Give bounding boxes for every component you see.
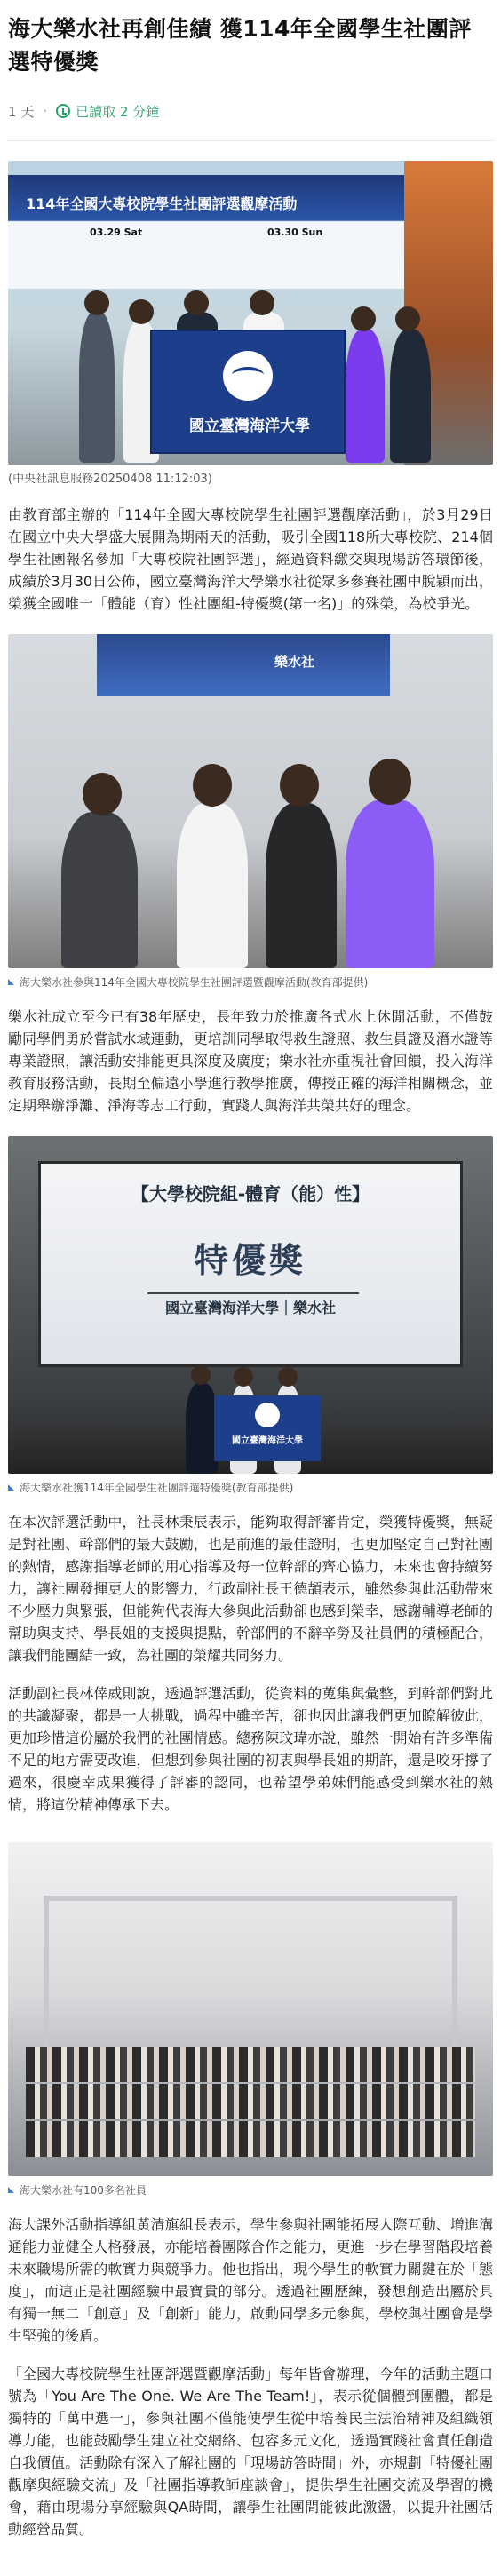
banner-date-day2: 03.30 Sun	[267, 227, 323, 238]
board-label: 樂水社	[274, 654, 315, 670]
article-title: 海大樂水社再創佳績 獲114年全國學生社團評選特優獎	[8, 16, 472, 75]
person-head	[129, 299, 154, 324]
meta-separator: ·	[43, 103, 48, 119]
crowd-row	[26, 2084, 475, 2119]
person-head	[191, 1365, 211, 1385]
person-figure	[346, 330, 385, 463]
caption-marker-icon	[8, 979, 14, 985]
person-head	[84, 290, 109, 315]
photo-award-screen	[8, 1136, 493, 1474]
person-figure	[79, 312, 115, 463]
university-logo-icon	[223, 351, 273, 401]
caption-text: 海大樂水社獲114年全國學生社團評選特優獎(教育部提供)	[20, 1482, 294, 1494]
article-paragraph: 由教育部主辦的「114年全國大專校院學生社團評選觀摩活動」，於3月29日在國立中央大學盛大展開為期兩天的活動，吸引全國118所大專校院、214個學生社團報名參加「大專校院社團評選」，經過資料繳交與現場訪答環節後，成績於3月30日公佈，國立臺灣海洋大學樂水社從眾多參賽社團中脫穎而出，榮獲全國唯一「體能（育）性社團組-特優獎(第一名)」的殊榮，為校爭光。	[8, 506, 493, 612]
person-head	[250, 290, 274, 315]
caption-text: 海大樂水社有100多名社員	[20, 2184, 147, 2197]
person-head	[278, 1367, 298, 1387]
person-head	[184, 290, 209, 315]
caption-marker-icon	[8, 1484, 14, 1491]
caption-marker-icon	[8, 2187, 14, 2193]
event-banner	[8, 175, 433, 289]
caption-text: 海大樂水社參與114年全國大專校院學生社團評選暨觀摩活動(教育部提供)	[20, 976, 369, 989]
screen-divider	[147, 1292, 359, 1294]
university-flag	[150, 330, 346, 454]
person-head	[193, 764, 232, 807]
photo-caption	[8, 975, 493, 990]
event-board	[97, 634, 390, 696]
banner-title: 114年全國大專校院學生社團評選觀摩活動	[26, 195, 298, 212]
projection-screen	[38, 1161, 463, 1367]
person-figure	[186, 1383, 218, 1474]
article-paragraph: 海大課外活動指導組黃清旗組長表示，學生參與社團能拓展人際互動、增進溝通能力並健全人格發展，亦能培養團隊合作之能力，更進一步在學習階段培養未來職場所需的軟實力與競爭力。他也指出，現今學生的軟實力關鍵在於「態度」，而這正是社團經驗中最寶貴的部分。透過社團歷練，發想創造出屬於具有獨一無二「創意」及「創新」能力，啟動同學多元參與，學校與社團會是學生堅強的後盾。	[8, 2216, 493, 2344]
screen-heading: 【大學校院組-體育（能）性】	[131, 1183, 370, 1205]
photo-club-members	[8, 634, 493, 968]
photo-caption	[8, 2183, 493, 2198]
header-divider	[8, 140, 493, 141]
read-time-icon	[56, 104, 70, 118]
person-figure	[390, 330, 431, 463]
person-figure	[177, 803, 248, 968]
person-head	[369, 759, 411, 805]
flag-text: 國立臺灣海洋大學	[232, 1436, 303, 1446]
person-figure	[346, 799, 434, 968]
screen-organization: 國立臺灣海洋大學｜樂水社	[164, 1300, 336, 1316]
article-meta	[8, 101, 493, 121]
photo-group	[8, 1842, 493, 2176]
flag-text: 國立臺灣海洋大學	[189, 417, 310, 435]
photo-caption	[8, 1481, 493, 1495]
person-figure	[266, 803, 337, 968]
article-paragraph: 活動副社長林倖威則說，透過評選活動，從資料的蒐集與彙整，到幹部們對此的共識凝聚，都是一大挑戰，過程中雖辛苦，卻也因此讓我們更加瞭解彼此，更加珍惜這份屬於我們的社團情感。總務陳玟瑋亦說，雖然一開始有許多準備不足的地方需要改進，但想到參與社團的初衷與學長姐的期許，還是咬牙撐了過來，很慶幸成果獲得了評審的認同，也希望學弟妹們能感受到樂水社的熱情，將這份精神傳承下去。	[8, 1685, 493, 1813]
university-flag	[214, 1395, 321, 1461]
article-paragraph: 「全國大專校院學生社團評選暨觀摩活動」每年皆會辦理，今年的活動主題口號為「You Are The One. We Are The Team!」，表示從個體到團體，都是獨特的「萬中選一」，參與社團不僅能使學生從中培養民主法治精神及組織領導力能，也能鼓勵學生建立社交網絡、包容多元文化，透過實踐社會責任創造自我價值。活動除有深入了解社團的「現場訪答時間」外，亦規劃「特優社團觀摩與經驗交流」及「社團指導教師座談會」，提供學生社團交流及學習的機會，藉由現場分享經驗與QA時間，讓學生社團間能彼此激盪，以提升社團活動經營品質。	[8, 2365, 493, 2538]
person-figure	[61, 812, 138, 968]
publish-date: 1 天	[8, 103, 35, 120]
person-head	[395, 306, 420, 331]
read-status: 已讀取 2 分鐘	[76, 103, 160, 120]
person-head	[351, 306, 376, 331]
screen-award: 特優獎	[194, 1241, 306, 1280]
photo-caption: (中央社訊息服務20250408 11:12:03)	[8, 473, 212, 486]
banner-date-day1: 03.29 Sat	[90, 227, 143, 238]
article-paragraph: 在本次評選活動中，社長林秉辰表示，能夠取得評審肯定，榮獲特優獎，無疑是對社團、幹部們的最大鼓勵，也是前進的最佳證明，也更加堅定自己對社團的熱情，感謝指導老師的用心指導及每一位幹部的齊心協力，未來也會持續努力，讓社團發揮更大的影響力，行政副社長王德頡表示，雖然參與此活動帶來不少壓力與緊張，但能夠代表海大參與此活動卻也感到榮幸，感謝輔導老師的幫助與支持、學長姐的支援與提點，幹部們的不辭辛勞及社員們的積極配合，讓我們能團結一致，為社團的榮耀共同努力。	[8, 1514, 493, 1664]
person-head	[234, 1367, 253, 1387]
article-paragraph: 樂水社成立至今已有38年歷史，長年致力於推廣各式水上休閒活動，不僅鼓勵同學們勇於嘗試水域運動，更培訓同學取得救生證照、救生員證及潛水證等專業證照，讓活動安排能更具深度及廣度；樂水社亦重視社會回饋，投入海洋教育服務活動，長期至偏遠小學進行教學推廣，傳授正確的海洋相關概念，並定期舉辦淨灘、淨海等志工行動，實踐人與海洋共榮共好的理念。	[8, 1008, 493, 1114]
person-head	[83, 773, 122, 815]
person-head	[280, 764, 319, 807]
photo-award-banner	[8, 161, 493, 465]
crowd-row	[26, 2121, 475, 2157]
crowd-row	[26, 2047, 475, 2082]
